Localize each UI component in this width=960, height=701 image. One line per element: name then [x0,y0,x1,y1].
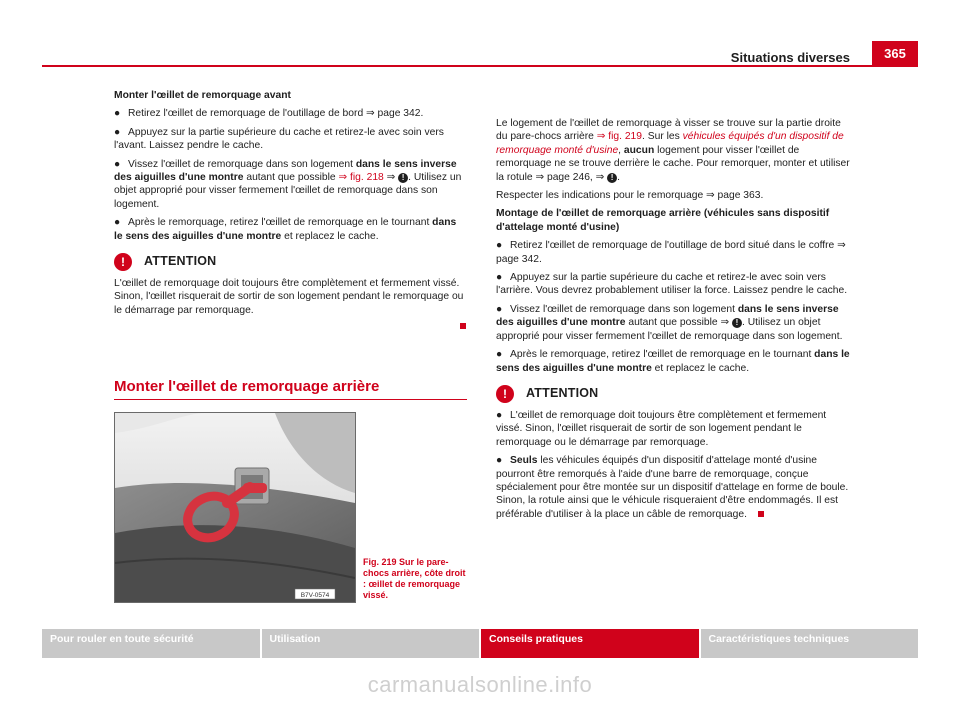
attention-icon: ! [496,385,514,403]
respect-paragraph: Respecter les indications pour le remorquage ⇒ page 363. [496,190,764,202]
chapter-title: Situations diverses [730,50,850,65]
figure-219 [114,412,356,603]
footer-nav [42,629,918,658]
rear-bumper-illustration [115,413,355,602]
list-item: ● Retirez l'œillet de remorquage de l'outillage de bord ⇒ page 342. [114,108,424,120]
watermark: carmanualsonline.info [367,672,593,697]
list-item: ● Vissez l'œillet de remorquage dans son logement dans le sens inverse des aiguilles d'une montre autant que possible ⇒ fig. 218 ⇒ ! . Utilisez un objet approprié pour visser fermement l'œillet de remorquage dans son logement. [114,158,462,210]
front-eye-heading: Monter l'œillet de remorquage avant [114,90,291,101]
attention-icon: ! [114,253,132,271]
right-column [496,117,850,526]
list-item: ● Après le remorquage, retirez l'œillet de remorquage en le tournant dans le sens des aiguilles d'une montre et replacez le cache. [496,349,850,374]
fig-218-link[interactable]: ⇒ fig. 218 [338,172,384,184]
end-marker [460,323,466,329]
list-item: ● Retirez l'œillet de remorquage de l'outillage de bord situé dans le coffre ⇒ page 342. [496,240,846,265]
section-title: Monter l'œillet de remorquage arrière [114,378,380,395]
figure-code: B7V-0574 [300,592,330,599]
attention-item: ● L'œillet de remorquage doit toujours être complètement et fermement vissé. Sinon, l'œillet risquerait de sortir de son logement pendant le remorquage ou le démarrage par remorquage. [496,409,827,448]
attention-item: ● Seuls les véhicules équipés d'un dispositif d'attelage monté d'usine pourront être remorqués à l'aide d'une barre de remorquage, conçue spécialement pour être montée sur un dispositif d'attelage en forme de boule. Sinon, la rotule ainsi que le véhicule risqueraient d'être endommagés. Il est préférable d'utiliser à la place un câble de remorquage. [496,455,849,520]
warning-icon[interactable]: ! [398,173,408,183]
list-item: ● Appuyez sur la partie supérieure du cache et retirez-le avec soin vers l'arrière. Vous devrez probablement utiliser la force. Laissez pendre le cache. [496,272,848,297]
figure-caption: Fig. 219 Sur le pare-chocs arrière, côte droit : œillet de remorquage vissé. [363,557,466,600]
tab-conseils-pratiques[interactable]: Conseils pratiques [481,629,699,658]
page-number: 365 [872,41,918,67]
list-item: ● Appuyez sur la partie supérieure du cache et retirez-le avec soin vers l'avant. Laissez pendre le cache. [114,126,444,152]
warning-icon[interactable]: ! [607,173,617,183]
warning-icon[interactable]: ! [732,318,742,328]
tab-utilisation[interactable]: Utilisation [262,629,480,658]
intro-paragraph: Le logement de l'œillet de remorquage à visser se trouve sur la partie droite du pare-chocs arrière ⇒ fig. 219. Sur les véhicules équipés d'un dispositif de remorquage monté d'usine, aucun logement pour visser l'œillet de remorquage ne se trouve derrière le cache. Pour remorquer, monter et utiliser la rotule ⇒ page 246, ⇒ ! . [496,118,850,183]
section-rule [114,399,467,400]
fig-219-link[interactable]: ⇒ fig. 219 [596,131,642,143]
end-marker [758,511,764,517]
list-item: ● Après le remorquage, retirez l'œillet de remorquage en le tournant dans le sens des aiguilles d'une montre et replacez le cache. [114,217,457,242]
attention-header: ! ATTENTION [114,253,466,271]
tab-caracteristiques[interactable]: Caractéristiques techniques [701,629,919,658]
attention-text: L'œillet de remorquage doit toujours être complètement et fermement vissé. Sinon, l'œillet risquerait de sortir de son logement pendant le remorquage ou le démarrage par remorquage. [114,278,464,316]
header-rule [42,65,918,67]
attention-header: ! ATTENTION [496,385,850,403]
left-column [114,89,466,334]
list-item: ● Vissez l'œillet de remorquage dans son logement dans le sens inverse des aiguilles d'une montre autant que possible ⇒ ! . Utilisez un objet approprié pour visser fermement l'œillet de remorquage dans son logement. [496,303,843,342]
tab-pour-rouler[interactable]: Pour rouler en toute sécurité [42,629,260,658]
rear-mount-heading: Montage de l'œillet de remorquage arrière (véhicules sans dispositif d'attelage monté d'usine) [496,208,830,233]
